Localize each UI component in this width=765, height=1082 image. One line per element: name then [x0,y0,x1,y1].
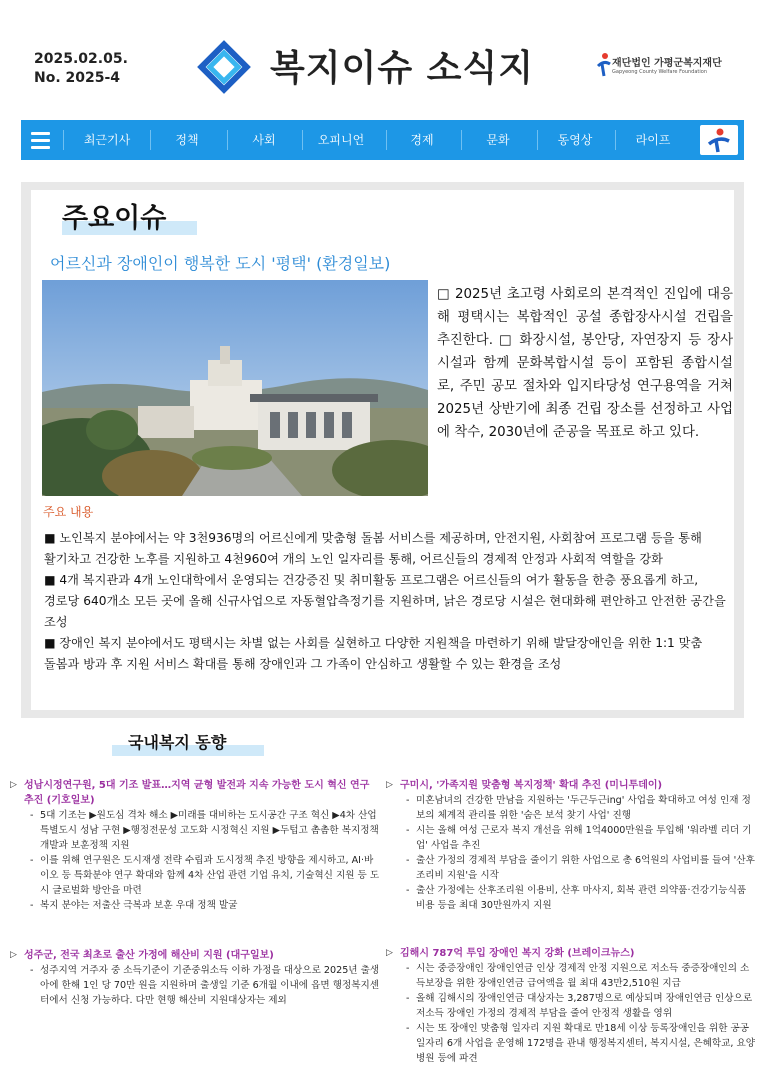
main-issue-title: 주요이슈 [62,203,167,234]
key-point: ■ 4개 복지관과 4개 노인대학에서 운영되는 건강증진 및 취미활동 프로그램은 어르신들의 여가 활동을 한층 풍요롭게 하고, 경로당 640개소 모든 곳에 올해 신규사업으로 자동혈압측정기를 지원하며, 낡은 경로당 시설은 현대화해 편안하고 안전한 공간을 조성 [44,573,726,629]
nav-item-society[interactable]: 사회 [252,133,276,147]
issue-date: 2025.02.05. [34,51,128,67]
foundation-emblem-icon [596,52,612,78]
news-title-row[interactable] [10,778,380,808]
triangle-icon: ▷ [10,780,17,790]
newsletter-logo-icon [195,38,253,96]
nav-item-economy[interactable]: 경제 [410,133,434,147]
news-bullet: - 5대 기조는 ▶원도심 격차 해소 ▶미래를 대비하는 도시공간 구조 혁신 ▶4차 산업 특별도시 성남 구현 ▶행정전문성 고도화 시정혁신 지원 ▶두텁고 촘촘한 복지정책 개발과 보훈정책 지원 [10,808,380,853]
issue-number: No. 2025-4 [34,70,121,86]
nav-item-opinion[interactable]: 오피니언 [317,133,365,147]
nav-item-video[interactable]: 동영상 [557,133,593,147]
nav-item-recent[interactable]: 최근기사 [83,133,131,147]
news-item [386,778,756,913]
news-bullet: - 이를 위해 연구원은 도시재생 전략 수립과 도시정책 추진 방향을 제시하고, AI·바이오 등 특화분야 연구 확대와 함께 4차 산업 관련 기업 유치, 기술혁신 지원 등 도시 글로벌화 방안을 마련 [10,853,380,898]
triangle-icon: ▷ [386,948,393,958]
news-title-row[interactable] [386,778,756,793]
nav-home-logo-icon[interactable] [700,125,738,155]
news-title-row[interactable] [386,946,756,961]
foundation-name: 재단법인 가평군복지재단 [612,58,722,69]
news-title[interactable]: 구미시, '가족지원 맞춤형 복지정책' 확대 추진 (미니투데이) [400,780,663,791]
news-title-row[interactable] [10,948,380,963]
key-point: ■ 장애인 복지 분야에서도 평택시는 차별 없는 사회를 실현하고 다양한 지원책을 마련하기 위해 발달장애인을 위한 1:1 맞춤 돌봄과 방과 후 지원 서비스 확대를 통해 장애인과 그 가족이 안심하고 생활할 수 있는 환경을 조성 [44,636,703,671]
news-item [386,946,756,1066]
news-title[interactable]: 김해시 787억 투입 장애인 복지 강화 (브레이크뉴스) [400,948,635,959]
key-points-label: 주요 내용 [43,505,94,519]
nav-bar [21,120,744,160]
foundation-name-en: Gapyeong County Welfare Foundation [612,69,707,75]
news-item [10,948,380,1008]
triangle-icon: ▷ [10,950,17,960]
main-issue-headline[interactable]: 어르신과 장애인이 행복한 도시 '평택' (환경일보) [50,254,391,273]
news-bullet: - 시는 올해 여성 근로자 복지 개선을 위해 1억4000만원을 투입해 '워라벨 리더 기업' 사업을 추진 [386,823,756,853]
news-item [10,778,380,913]
nav-item-policy[interactable]: 정책 [175,133,199,147]
news-title[interactable]: 성남시정연구원, 5대 기조 발표…지역 균형 발전과 지속 가능한 도시 혁신 연구 추진 (기호일보) [24,780,370,806]
foundation-logo[interactable] [596,52,722,82]
news-bullet: - 시는 또 장애인 맞춤형 일자리 지원 확대로 만18세 이상 등록장애인을 위한 공공일자리 6개 사업을 운영해 172명을 관내 행정복지센터, 복지시설, 은혜학교, 요양 병원 등에 파견 [386,1021,756,1066]
news-title[interactable]: 성주군, 전국 최초로 출산 가정에 해산비 지원 (대구일보) [24,950,274,961]
newsletter-title: 복지이슈 소식지 [270,48,534,89]
news-bullet: - 성주지역 거주자 중 소득기준이 기준중위소득 이하 가정을 대상으로 2025년 출생아에 한해 1인 당 70만 원을 지원하며 출생일 기준 6개월 이내에 읍면 행정복지센터에서 신청 가능하다. 다만 현행 해산비 지원대상자는 제외 [10,963,380,1008]
main-issue-summary: □ 2025년 초고령 사회로의 본격적인 진입에 대응해 평택시는 복합적인 공설 종합장사시설 건립을 추진한다. □ 화장시설, 봉안당, 자연장지 등 장사시설과 함께 문화복합시설 등이 포함된 종합시설로, 주민 공모 절차와 입지타당성 연구용역을 거쳐 2025년 상반기에 최종 건립 장소를 선정하고 사업에 착수, 2030년에 준공을 목표로 하고 있다. [437,287,733,440]
nav-item-life[interactable]: 라이프 [635,133,671,147]
news-bullet: - 올해 김해시의 장애인연금 대상자는 3,287명으로 예상되며 장애인연금 인상으로 저소득 장애인 가정의 경제적 부담을 줄여 안정적 생활을 영위 [386,991,756,1021]
nav-item-culture[interactable]: 문화 [486,133,510,147]
key-point: ■ 노인복지 분야에서는 약 3천936명의 어르신에게 맞춤형 돌봄 서비스를 제공하며, 안전지원, 사회참여 프로그램 등을 통해 활기차고 건강한 노후를 지원하고 4천960여 개의 노인 일자리를 통해, 어르신들의 경제적 안정과 사회적 역할을 강화 [44,531,702,566]
key-points [44,528,728,675]
news-bullet: - 출산 가정의 경제적 부담을 줄이기 위한 사업으로 총 6억원의 사업비를 들여 '산후조리비 지원'을 시작 [386,853,756,883]
news-bullet: - 시는 중증장애인 장애인연금 인상 경제적 안정 지원으로 저소득 중증장애인의 소득보장을 위한 장애인연금 급여액을 월 최대 43만2,510원 지급 [386,961,756,991]
news-bullet: - 복지 분야는 저출산 극복과 보훈 우대 정책 발굴 [10,898,380,913]
news-bullet: - 출산 가정에는 산후조리원 이용비, 산후 마사지, 회복 관련 의약품·건강기능식품 비용 등을 최대 30만원까지 지원 [386,883,756,913]
triangle-icon: ▷ [386,780,393,790]
domestic-section-title: 국내복지 동향 [128,733,227,752]
main-issue-photo [42,280,428,496]
menu-icon[interactable] [31,130,51,150]
news-bullet: - 미혼남녀의 건강한 만남을 지원하는 '두근두근ing' 사업을 확대하고 여성 인재 정보의 체계적 관리를 위한 '숨은 보석 찾기 사업' 진행 [386,793,756,823]
issue-date-block [34,50,128,88]
